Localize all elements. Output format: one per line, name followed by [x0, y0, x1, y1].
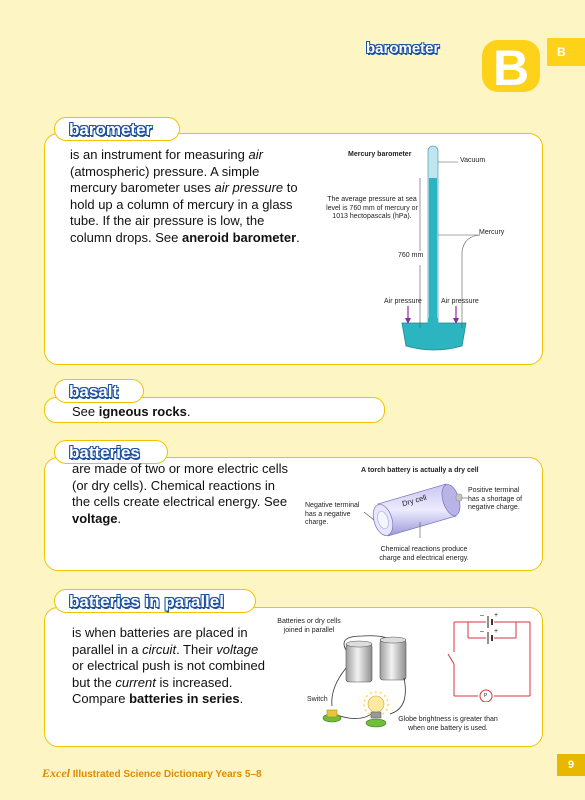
label-switch: Switch — [307, 696, 328, 703]
italic-term: air — [248, 147, 263, 162]
label-760mm: 760 mm — [398, 252, 424, 259]
entry-text-parallel — [72, 625, 282, 708]
entry-title-tab-parallel — [54, 589, 256, 613]
italic-term: air pressure — [214, 180, 284, 195]
label-globe-brightness: Globe brightness is greater than when one battery is used. — [398, 716, 498, 732]
letter-tab-label: B — [557, 45, 566, 59]
text-line: is an instrument for measuring air — [70, 147, 263, 162]
label-batteries-joined: Batteries or dry cells joined in parallel — [277, 618, 341, 634]
text-line: voltage. — [72, 510, 122, 526]
italic-term: current — [115, 674, 156, 690]
text-line: (or dry cells). Chemical reactions in — [72, 477, 276, 493]
letter-tab — [547, 38, 585, 66]
entry-text-barometer — [70, 147, 320, 246]
schematic-plus-1: + — [494, 612, 499, 619]
parallel-circuit-schematic — [446, 612, 536, 702]
entry-title-tab-barometer — [54, 117, 180, 141]
text-line: is when batteries are placed in — [72, 625, 248, 640]
schematic-minus-2: – — [480, 628, 484, 635]
text-line: Compare batteries in series. — [72, 691, 244, 706]
text-line: the cells create electrical energy. See — [72, 494, 288, 509]
text-line: mercury barometer uses air pressure to — [70, 180, 298, 195]
label-average-pressure: The average pressure at sea level is 760 mm of mercury or 1013 hectopascals (hPa). — [326, 196, 418, 220]
italic-term: voltage — [216, 641, 259, 657]
dry-cell-diagram — [360, 478, 470, 538]
text-line: See igneous rocks. — [72, 404, 191, 419]
label-positive-terminal: Positive terminal has a shortage of negative charge. — [468, 487, 523, 511]
footer-brand: Excel — [42, 766, 70, 780]
big-letter-badge — [480, 38, 542, 94]
footer-book-title: Illustrated Science Dictionary Years 5–8 — [72, 769, 262, 780]
entry-text-basalt — [72, 404, 191, 421]
entry-title-barometer: barometer — [69, 120, 153, 139]
text-line: but the current is increased. — [72, 674, 233, 690]
label-negative-terminal: Negative terminal has a negative charge. — [305, 502, 360, 526]
entry-title-basalt: basalt — [69, 382, 119, 401]
text-line: hold up a column of mercury in a glass — [70, 196, 293, 212]
text-line: (atmospheric) pressure. A simple — [70, 163, 260, 179]
label-vacuum: Vacuum — [460, 157, 486, 164]
entry-title-tab-basalt — [54, 379, 144, 403]
entry-text-batteries — [72, 461, 302, 527]
text-line: are made of two or more electric cells — [72, 461, 289, 476]
footer-title — [42, 766, 262, 781]
guide-word: barometer — [366, 40, 440, 57]
page-number: 9 — [557, 754, 585, 776]
svg-text:B: B — [492, 40, 530, 94]
label-chemical-reactions: Chemical reactions produce charge and electrical energy. — [379, 546, 469, 562]
label-air-pressure-left: Air pressure — [384, 298, 422, 305]
diagram-title-barometer: Mercury barometer — [348, 151, 412, 158]
schematic-minus-1: – — [480, 612, 484, 619]
entry-title-batteries: batteries — [69, 443, 140, 462]
label-air-pressure-right: Air pressure — [441, 298, 479, 305]
text-line: or electrical push is not combined — [72, 658, 265, 673]
cross-reference: aneroid barometer — [182, 229, 297, 245]
label-mercury: Mercury — [479, 229, 505, 236]
schematic-plus-2: + — [494, 628, 499, 635]
cross-reference: igneous rocks — [98, 404, 187, 419]
entry-title-parallel: batteries in parallel — [69, 592, 224, 611]
diagram-title-batteries: A torch battery is actually a dry cell — [361, 467, 479, 474]
italic-term: circuit — [142, 641, 177, 657]
cross-reference: voltage — [72, 510, 118, 526]
cross-reference: batteries in series — [129, 691, 240, 706]
text-line: tube. If the air pressure is low, the — [70, 213, 265, 228]
mercury-barometer-diagram — [380, 140, 510, 360]
label-dry-cell: Dry cell — [401, 492, 428, 509]
text-line: column drops. See aneroid barometer. — [70, 229, 300, 245]
text-line: parallel in a circuit. Their voltage — [72, 641, 259, 657]
schematic-globe-symbol: P — [484, 693, 488, 699]
